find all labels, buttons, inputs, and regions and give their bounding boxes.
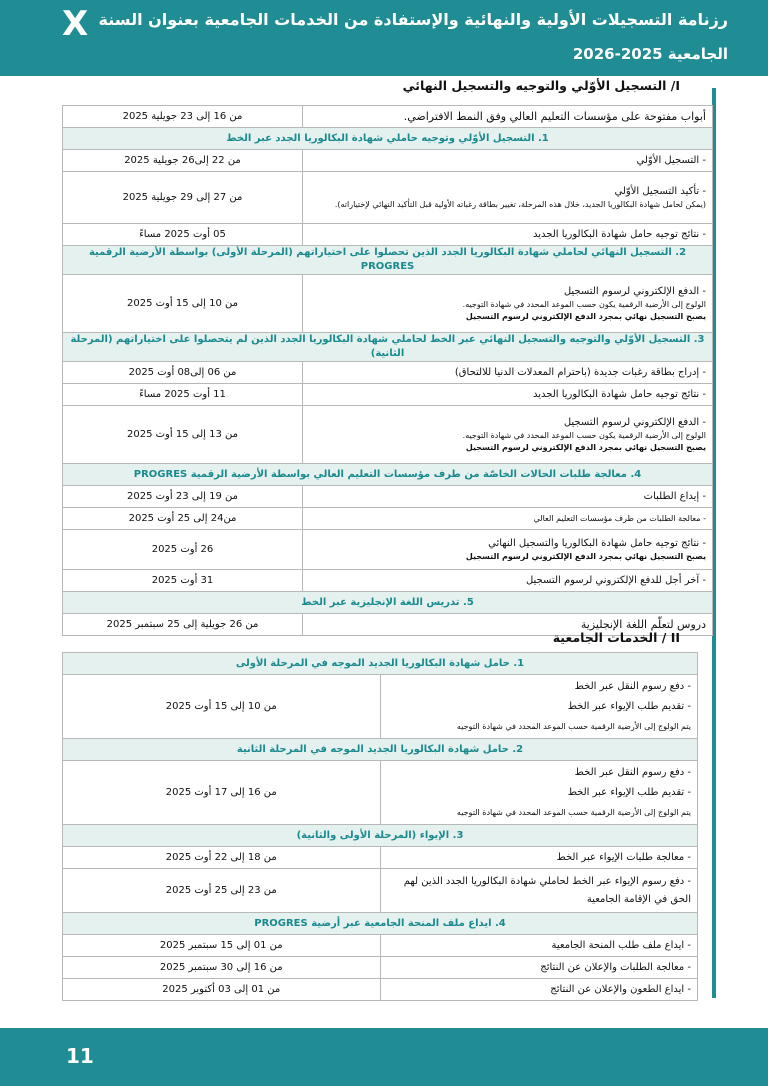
- row-line: - دفع رسوم النقل عبر الخط: [574, 680, 691, 692]
- row-date: من 16 إلى 23 جويلية 2025: [63, 106, 303, 128]
- row-description-block: [303, 530, 713, 570]
- table-row: [63, 406, 713, 464]
- row-description: - إيداع الطلبات: [303, 486, 713, 508]
- row-description: - التسجيل الأوّلي: [303, 150, 713, 172]
- row-description: - ايداع ملف طلب المنحة الجامعية: [380, 935, 698, 957]
- row-description: - نتائج توجيه حامل شهادة البكالوريا والتسجيل النهائي: [488, 537, 706, 549]
- subsection-heading: 4. معالجة طلبات الحالات الخاصّة من طرف مؤسسات التعليم العالي بواسطة الأرضية الرقمية PROGRES: [63, 464, 713, 486]
- row-description-block: [380, 675, 698, 739]
- section-title-registration: I/ التسجيل الأوّلي والتوجيه والتسجيل النهائي: [402, 78, 680, 93]
- row-description: - آخر أجل للدفع الإلكتروني لرسوم التسجيل: [303, 570, 713, 592]
- page-number: 11: [66, 1044, 94, 1068]
- subsection-heading: 2. حامل شهادة البكالوريا الجديد الموجه في المرحلة الثانية: [63, 739, 698, 761]
- row-date: من 16 إلى 17 أوت 2025: [63, 761, 381, 825]
- row-date: من 22 إلى26 جويلية 2025: [63, 150, 303, 172]
- row-date: 26 أوت 2025: [63, 530, 303, 570]
- row-line: - تقديم طلب الإيواء عبر الخط: [567, 700, 691, 712]
- table-row: [63, 957, 698, 979]
- table-row: [63, 761, 698, 825]
- table-row: [63, 869, 698, 913]
- row-date: من 06 إلى08 أوت 2025: [63, 362, 303, 384]
- section-title-university-services: II / الخدمات الجامعية: [552, 630, 680, 645]
- row-description: أبواب مفتوحة على مؤسسات التعليم العالي وفق النمط الافتراضي.: [303, 106, 713, 128]
- table-row: [63, 362, 713, 384]
- logo-mark: X: [62, 4, 89, 44]
- row-description: - الدفع الإلكتروني لرسوم التسجيل: [563, 416, 706, 428]
- table-row: [63, 570, 713, 592]
- row-description: - معالجة الطلبات من طرف مؤسسات التعليم العالي: [303, 508, 713, 530]
- table-row: [63, 486, 713, 508]
- row-description: - تأكيد التسجيل الأوّلي: [614, 185, 706, 197]
- page-header: [0, 0, 768, 76]
- page-footer: [0, 1028, 768, 1086]
- table-heading-row: [63, 333, 713, 362]
- row-description-block: [303, 275, 713, 333]
- table-heading-row: [63, 653, 698, 675]
- table-row: [63, 106, 713, 128]
- row-description: - نتائج توجيه حامل شهادة البكالوريا الجديد: [303, 384, 713, 406]
- table-heading-row: [63, 592, 713, 614]
- row-description-block: [303, 406, 713, 464]
- university-services-table: [62, 652, 698, 1001]
- subsection-heading: 2. التسجيل النهائي لحاملي شهادة البكالوريا الجدد الذين تحصلوا على اختياراتهم (المرحلة الأولى) بواسطة الأرضية الرقمية PROGRES: [63, 246, 713, 275]
- table-row: [63, 508, 713, 530]
- row-date: من 13 إلى 15 أوت 2025: [63, 406, 303, 464]
- row-date: من24 إلى 25 أوت 2025: [63, 508, 303, 530]
- subsection-heading: 1. التسجيل الأوّلي وتوجيه حاملي شهادة البكالوريا الجدد عبر الخط: [63, 128, 713, 150]
- table-heading-row: [63, 128, 713, 150]
- table-row: [63, 979, 698, 1001]
- row-line: - دفع رسوم النقل عبر الخط: [574, 766, 691, 778]
- row-description: دروس لتعلّم اللغة الإنجليزية: [303, 614, 713, 636]
- table-heading-row: [63, 739, 698, 761]
- table-row: [63, 935, 698, 957]
- registration-table: [62, 105, 713, 636]
- row-description: - دفع رسوم الإيواء عبر الخط لحاملي شهادة البكالوريا الجدد الذين لهم الحق في الإقامة الجامعية: [380, 869, 698, 913]
- table-row: [63, 675, 698, 739]
- row-description: - إدراج بطاقة رغبات جديدة (باحترام المعدلات الدنيا للالتحاق): [303, 362, 713, 384]
- table-heading-row: [63, 464, 713, 486]
- row-description-block: [380, 761, 698, 825]
- row-date: من 27 إلى 29 جويلية 2025: [63, 172, 303, 224]
- subsection-heading: 3. التسجيل الأوّلي والتوجيه والتسجيل النهائي عبر الخط لحاملي شهادة البكالوريا الجدد الذين لم يتحصلوا على اختياراتهم (المرحلة الثانية): [63, 333, 713, 362]
- table-heading-row: [63, 825, 698, 847]
- row-note-bold: يصبح التسجيل نهائي بمجرد الدفع الإلكتروني لرسوم التسجيل: [465, 442, 706, 452]
- row-line: - تقديم طلب الإيواء عبر الخط: [567, 786, 691, 798]
- table-row: [63, 224, 713, 246]
- subsection-heading: 3. الإيواء (المرحلة الأولى والثانية): [63, 825, 698, 847]
- row-note: الولوج إلى الأرضية الرقمية يكون حسب الموعد المحدد في شهادة التوجيه.: [462, 299, 706, 309]
- table-heading-row: [63, 913, 698, 935]
- row-note: الولوج إلى الأرضية الرقمية يكون حسب الموعد المحدد في شهادة التوجيه.: [462, 430, 706, 440]
- row-date: من 01 إلى 15 سبتمبر 2025: [63, 935, 381, 957]
- row-description-block: [303, 172, 713, 224]
- table-row: [63, 384, 713, 406]
- subsection-heading: 5. تدريس اللغة الإنجليزية عبر الخط: [63, 592, 713, 614]
- row-date: من 19 إلى 23 أوت 2025: [63, 486, 303, 508]
- row-note: يتم الولوج إلى الأرضية الرقمية حسب الموعد المحدد في شهادة التوجيه: [456, 721, 691, 731]
- table-row: [63, 847, 698, 869]
- row-description: - ايداع الطعون والإعلان عن النتائج: [380, 979, 698, 1001]
- table-row: [63, 172, 713, 224]
- row-description: - نتائج توجيه حامل شهادة البكالوريا الجديد: [303, 224, 713, 246]
- subsection-heading: 4. ايداع ملف المنحة الجامعية عبر أرضية PROGRES: [63, 913, 698, 935]
- page-title-line2: الجامعية 2025-2026: [572, 45, 728, 63]
- row-description: - الدفع الإلكتروني لرسوم التسجيل: [563, 285, 706, 297]
- row-description: - معالجة طلبات الإيواء عبر الخط: [380, 847, 698, 869]
- subsection-heading: 1. حامل شهادة البكالوريا الجديد الموجه في المرحلة الأولى: [63, 653, 698, 675]
- page-title-line1: رزنامة التسجيلات الأولية والنهائية والإستفادة من الخدمات الجامعية بعنوان السنة: [98, 10, 728, 29]
- row-date: من 26 جويلية إلى 25 سبتمبر 2025: [63, 614, 303, 636]
- row-date: 31 أوت 2025: [63, 570, 303, 592]
- row-date: من 23 إلى 25 أوت 2025: [63, 869, 381, 913]
- row-date: من 10 إلى 15 أوت 2025: [63, 675, 381, 739]
- row-note: (يمكن لحامل شهادة البكالوريا الجديد، خلال هذه المرحلة، تغيير بطاقة رغباته الأولية قبل التأكيد النهائي لإختياراته).: [334, 199, 706, 209]
- row-date: من 01 إلى 03 أكتوبر 2025: [63, 979, 381, 1001]
- row-description: - معالجة الطلبات والإعلان عن النتائج: [380, 957, 698, 979]
- row-note: يتم الولوج إلى الأرضية الرقمية حسب الموعد المحدد في شهادة التوجيه: [456, 807, 691, 817]
- table-row: [63, 530, 713, 570]
- row-date: 05 أوت 2025 مساءً: [63, 224, 303, 246]
- table-row: [63, 150, 713, 172]
- table-heading-row: [63, 246, 713, 275]
- row-date: من 18 إلى 22 أوت 2025: [63, 847, 381, 869]
- row-date: 11 أوت 2025 مساءً: [63, 384, 303, 406]
- row-note-bold: يصبح التسجيل نهائي بمجرد الدفع الإلكتروني لرسوم التسجيل: [465, 311, 706, 321]
- row-date: من 10 إلى 15 أوت 2025: [63, 275, 303, 333]
- row-note-bold: يصبح التسجيل نهائي بمجرد الدفع الإلكتروني لرسوم التسجيل: [465, 551, 706, 561]
- row-date: من 16 إلى 30 سبتمبر 2025: [63, 957, 381, 979]
- table-row: [63, 275, 713, 333]
